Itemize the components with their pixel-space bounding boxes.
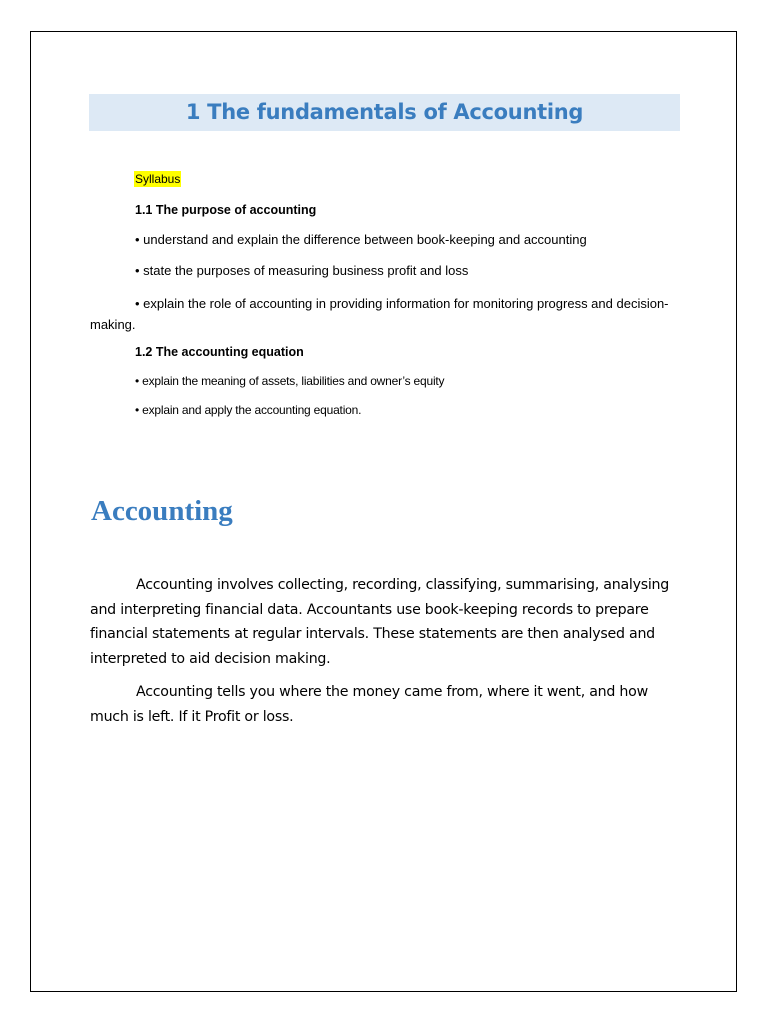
document-title: 1 The fundamentals of Accounting xyxy=(185,100,584,124)
syllabus-item: • explain and apply the accounting equation. xyxy=(135,403,362,417)
body-paragraph: Accounting tells you where the money came from, where it went, and how much is left. If it Profit or loss. xyxy=(90,684,648,725)
section-heading-accounting: Accounting xyxy=(91,495,233,527)
syllabus-item: • explain the meaning of assets, liabilities and owner’s equity xyxy=(135,374,445,388)
document-page xyxy=(30,31,737,992)
syllabus-label: Syllabus xyxy=(135,172,181,186)
body-paragraph: Accounting involves collecting, recording, classifying, summarising, analysing and interpreting financial data. Accountants use book-keeping records to prepare financial statements at regular intervals. These statements are then analysed and interpreted to aid decision making. xyxy=(90,577,670,667)
syllabus-section-heading-1-2: 1.2 The accounting equation xyxy=(135,345,304,359)
syllabus-item: • understand and explain the difference between book-keeping and accounting xyxy=(135,232,587,247)
title-banner xyxy=(89,94,680,131)
syllabus-item: • state the purposes of measuring business profit and loss xyxy=(135,263,469,278)
syllabus-section-heading-1-1: 1.1 The purpose of accounting xyxy=(135,203,317,217)
syllabus-item: • explain the role of accounting in providing information for monitoring progress and decision-making. xyxy=(90,296,669,332)
